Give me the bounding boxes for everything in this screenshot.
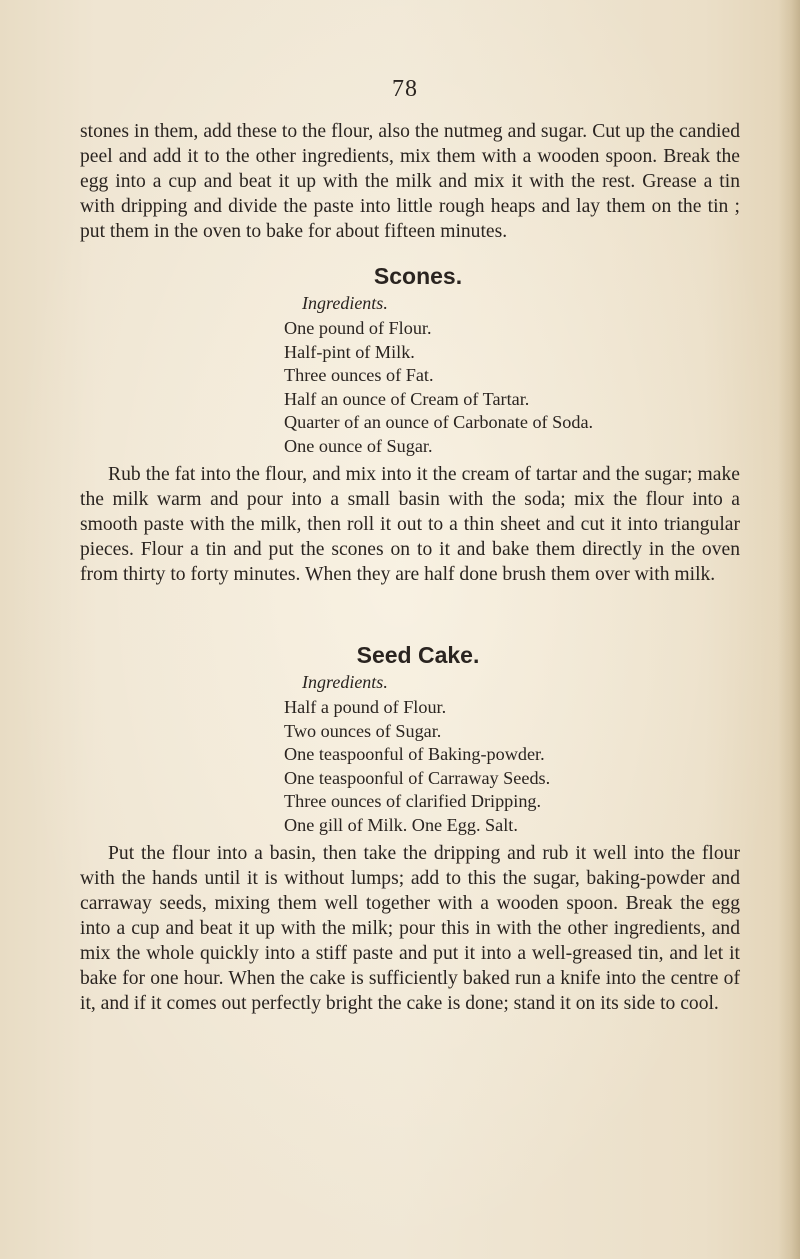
ingredient-item: Three ounces of Fat. xyxy=(284,365,434,385)
recipe-title: Seed Cake. xyxy=(356,642,480,668)
ingredient-item: One pound of Flour. xyxy=(284,318,432,338)
ingredient-item: One gill of Milk. One Egg. Salt. xyxy=(284,814,518,835)
recipe-title: Scones. xyxy=(373,263,463,289)
method-paragraph: Rub the fat into the flour, and mix into it the cream of tartar and the sugar; make the milk warm and pour into a small basin with the soda; mix the flour into a smooth paste with the milk, then roll it out to a thin sheet and cut it into triangular pieces. Flour a tin and put the scones on to it and bake them directly in the oven from thirty to forty minutes. When they are half done brush them over with milk. xyxy=(80,464,740,585)
ingredient-list xyxy=(80,696,740,837)
page-edge-shadow xyxy=(778,0,800,1259)
ingredients-heading: Ingredients. xyxy=(302,672,388,692)
ingredient-item: Half-pint of Milk. xyxy=(284,341,415,362)
page-number: 78 xyxy=(392,76,418,102)
ingredient-item: Three ounces of clarified Dripping. xyxy=(284,791,542,811)
ingredients-heading: Ingredients. xyxy=(302,293,388,313)
ingredient-item: Half an ounce of Cream of Tartar. xyxy=(284,388,530,409)
ingredient-item: Quarter of an ounce of Carbonate of Soda. xyxy=(284,412,594,432)
ingredient-list xyxy=(80,317,740,458)
method-paragraph: Put the flour into a basin, then take the dripping and rub it well into the flour with the hands until it is without lumps; add to this the sugar, baking-powder and carraway seeds, mixing them well together with a wooden spoon. Break the egg into a cup and beat it up with the milk; pour this in with the other ingredients, and mix the whole quickly into a stiff paste and put it into a well-greased tin, and let it bake for one hour. When the cake is sufficiently baked run a knife into the centre of it, and if it comes out perfectly bright the cake is done; stand it on its side to cool. xyxy=(80,843,740,1014)
opening-paragraph: stones in them, add these to the flour, also the nutmeg and sugar. Cut up the candied peel and add it to the other ingredients, mix them with a wooden spoon. Break the egg into a cup and beat it up with the milk and mix it with the rest. Grease a tin with dripping and divide the paste into little rough heaps and lay them on the tin ; put them in the oven to bake for about fifteen minutes. xyxy=(80,121,740,242)
ingredient-item: Half a pound of Flour. xyxy=(284,697,447,717)
ingredient-item: Two ounces of Sugar. xyxy=(284,720,442,741)
ingredient-item: One teaspoonful of Carraway Seeds. xyxy=(284,767,551,788)
text-column xyxy=(80,119,740,1016)
ingredient-item: One ounce of Sugar. xyxy=(284,435,433,456)
recipe-scones xyxy=(80,262,740,587)
recipe-seed-cake xyxy=(80,641,740,1016)
ingredient-item: One teaspoonful of Baking-powder. xyxy=(284,744,545,764)
